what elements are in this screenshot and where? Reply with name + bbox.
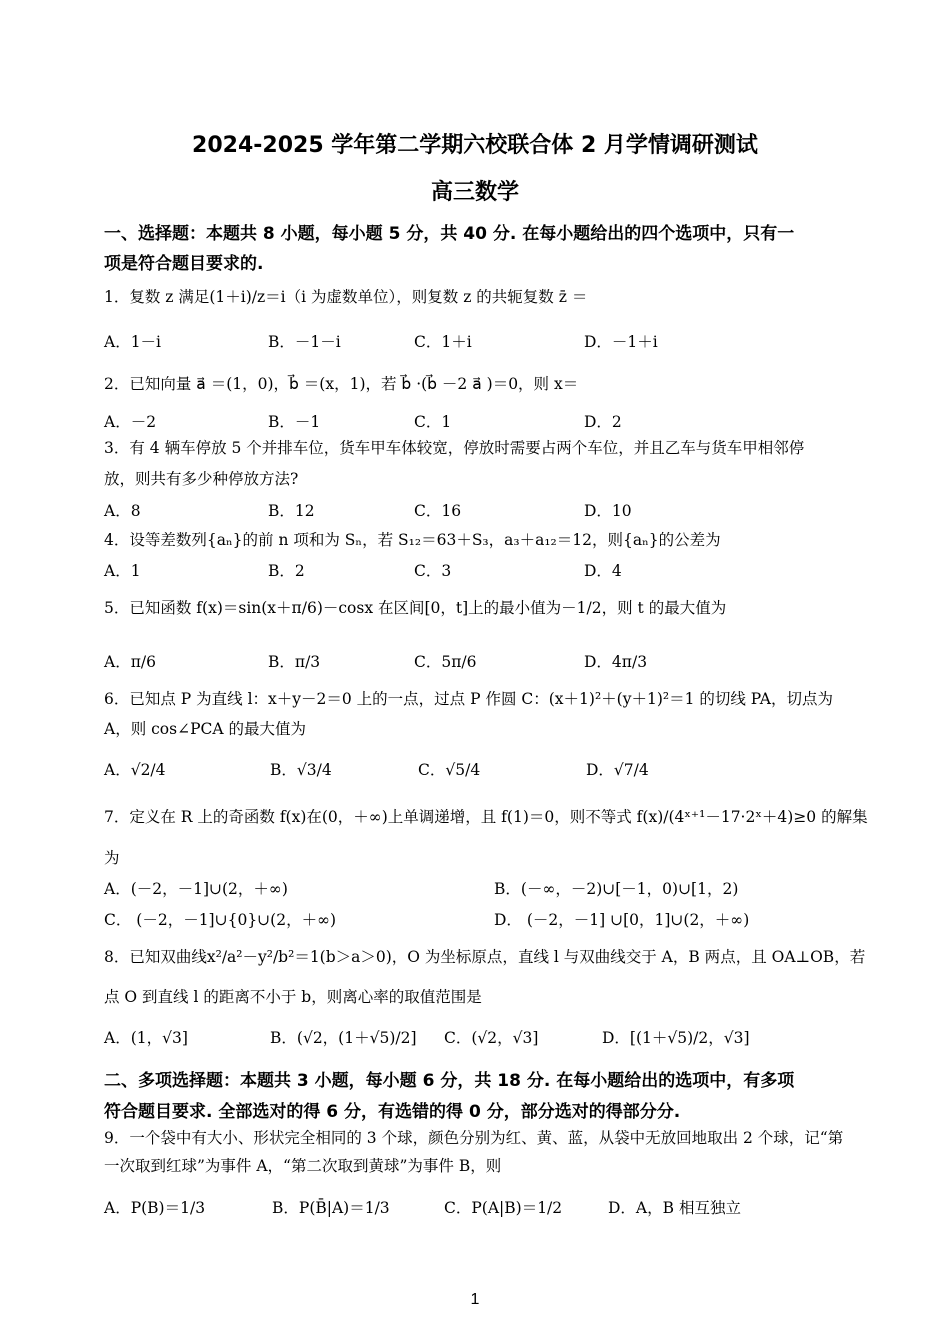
q1-option-a: A．1－i	[104, 333, 162, 351]
q4-option-b: B．2	[268, 562, 305, 580]
q9-option-d: D．A，B 相互独立	[608, 1199, 741, 1217]
q7-option-c: C． (－2，－1]∪{0}∪(2，＋∞)	[104, 911, 337, 929]
question-8-cont: 点 O 到直线 l 的距离不小于 b，则离心率的取值范围是	[104, 988, 482, 1006]
q6-option-c: C．√5/4	[418, 761, 481, 779]
q6-option-b: B．√3/4	[270, 761, 332, 779]
q8-option-c: C．(√2，√3]	[444, 1029, 539, 1047]
q8-option-d: D．[(1＋√5)/2，√3]	[602, 1029, 750, 1047]
q3-option-d: D．10	[584, 502, 632, 520]
question-3-cont: 放，则共有多少种停放方法?	[104, 470, 299, 488]
q6-option-a: A．√2/4	[104, 761, 166, 779]
q9-option-b: B．P(B̄|A)＝1/3	[272, 1199, 390, 1217]
q3-option-b: B．12	[268, 502, 315, 520]
question-2: 2．已知向量 a⃗ ＝(1，0)，b⃗ ＝(x，1)，若 b⃗ ·(b⃗ －2 a⃗ )＝0，则 x＝	[104, 375, 579, 393]
q8-option-b: B．(√2，(1＋√5)/2]	[270, 1029, 417, 1047]
q7-option-b: B．(－∞，－2)∪[－1，0)∪[1，2)	[494, 880, 739, 898]
question-9: 9．一个袋中有大小、形状完全相同的 3 个球，颜色分别为红、黄、蓝，从袋中无放回地取出 2 个球，记“第	[104, 1129, 844, 1147]
q9-option-a: A．P(B)＝1/3	[104, 1199, 206, 1217]
q5-option-c: C．5π/6	[414, 653, 477, 671]
q2-option-a: A．－2	[104, 413, 157, 431]
q8-option-a: A．(1，√3]	[104, 1029, 188, 1047]
question-6: 6．已知点 P 为直线 l：x＋y－2＝0 上的一点，过点 P 作圆 C：(x＋1)²＋(y＋1)²＝1 的切线 PA，切点为	[104, 690, 834, 708]
q4-option-a: A．1	[104, 562, 141, 580]
question-3: 3．有 4 辆车停放 5 个并排车位，货车甲车体较宽，停放时需要占两个车位，并且乙车与货车甲相邻停	[104, 439, 805, 457]
q7-option-d: D． (－2，－1] ∪[0，1]∪(2，＋∞)	[494, 911, 750, 929]
q9-option-c: C．P(A|B)＝1/2	[444, 1199, 563, 1217]
question-5: 5．已知函数 f(x)＝sin(x＋π/6)－cosx 在区间[0，t]上的最小值为－1/2，则 t 的最大值为	[104, 599, 727, 617]
question-7: 7．定义在 R 上的奇函数 f(x)在(0，＋∞)上单调递增，且 f(1)＝0，则不等式 f(x)/(4ˣ⁺¹－17·2ˣ＋4)≥0 的解集	[104, 808, 868, 826]
q2-option-c: C．1	[414, 413, 452, 431]
q7-option-a: A．(－2，－1]∪(2，＋∞)	[104, 880, 288, 898]
q4-option-c: C．3	[414, 562, 452, 580]
q2-option-d: D．2	[584, 413, 622, 431]
q3-option-c: C．16	[414, 502, 462, 520]
q4-option-d: D．4	[584, 562, 622, 580]
q5-option-b: B．π/3	[268, 653, 321, 671]
question-7-cont: 为	[104, 849, 120, 867]
q5-option-d: D．4π/3	[584, 653, 648, 671]
page-number: 1	[470, 1291, 480, 1308]
q1-option-c: C．1＋i	[414, 333, 472, 351]
section-1-heading: 一、选择题：本题共 8 小题，每小题 5 分，共 40 分. 在每小题给出的四个选项中，只有一	[104, 224, 795, 244]
q1-option-b: B．－1－i	[268, 333, 341, 351]
q6-option-d: D．√7/4	[586, 761, 649, 779]
question-9-cont: 一次取到红球”为事件 A，“第二次取到黄球”为事件 B，则	[104, 1157, 502, 1175]
subject-title: 高三数学	[430, 180, 519, 205]
q5-option-a: A．π/6	[104, 653, 156, 671]
section-2-heading-cont: 符合题目要求. 全部选对的得 6 分，有选错的得 0 分，部分选对的得部分分.	[104, 1102, 681, 1122]
q2-option-b: B．－1	[268, 413, 321, 431]
q3-option-a: A．8	[104, 502, 141, 520]
page-title: 2024-2025 学年第二学期六校联合体 2 月学情调研测试	[192, 133, 758, 158]
question-4: 4．设等差数列{aₙ}的前 n 项和为 Sₙ，若 S₁₂＝63＋S₃，a₃＋a₁₂＝12，则{aₙ}的公差为	[104, 531, 721, 549]
section-1-heading-cont: 项是符合题目要求的.	[104, 254, 264, 274]
q1-option-d: D．－1＋i	[584, 333, 658, 351]
question-8: 8．已知双曲线x²/a²－y²/b²＝1(b＞a＞0)，O 为坐标原点，直线 l 与双曲线交于 A，B 两点，且 OA⊥OB，若	[104, 948, 866, 966]
section-2-heading: 二、多项选择题：本题共 3 小题，每小题 6 分，共 18 分. 在每小题给出的选项中，有多项	[104, 1071, 795, 1091]
question-1: 1．复数 z 满足(1＋i)/z＝i（i 为虚数单位），则复数 z 的共轭复数 z̄ ＝	[104, 288, 588, 306]
question-6-cont: A，则 cos∠PCA 的最大值为	[104, 720, 306, 738]
